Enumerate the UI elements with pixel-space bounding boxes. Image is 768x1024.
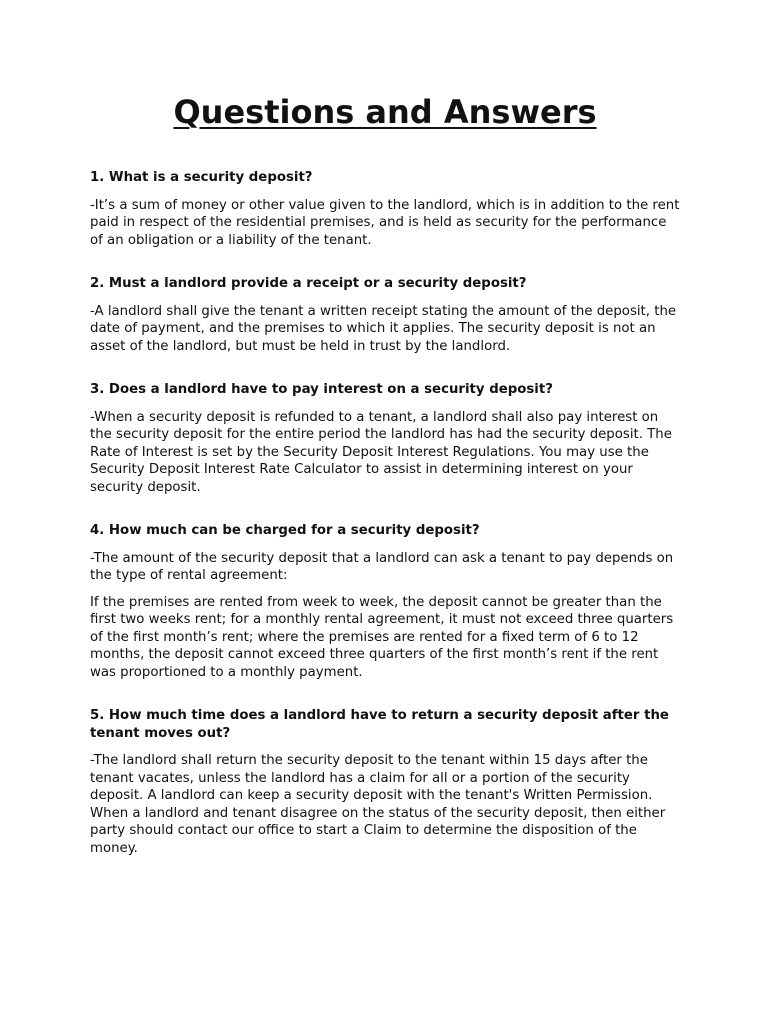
document-title: Questions and Answers: [173, 93, 597, 131]
question-3: 3. Does a landlord have to pay interest on a security deposit?: [90, 382, 553, 397]
qa-item-2: [90, 275, 680, 355]
qa-item-3: [90, 381, 680, 496]
qa-item-1: [90, 169, 680, 249]
document-page: [90, 92, 680, 883]
qa-list: [90, 169, 680, 857]
question-4: 4. How much can be charged for a security deposit?: [90, 523, 480, 538]
answer-5: -The landlord shall return the security deposit to the tenant within 15 days after the tenant vacates, unless the landlord has a claim for all or a portion of the security deposit. A landlord can keep a security deposit with the tenant's Written Permission. When a landlord and tenant disagree on the status of the security deposit, then either party should contact our office to start a Claim to determine the disposition of the money.: [90, 753, 666, 856]
answer-4-intro: -The amount of the security deposit that a landlord can ask a tenant to pay depends on the type of rental agreement:: [90, 550, 674, 583]
answer-2: -A landlord shall give the tenant a written receipt stating the amount of the deposit, the date of payment, and the premises to which it applies. The security deposit is not an asset of the landlord, but must be held in trust by the landlord.: [90, 303, 677, 354]
qa-item-5: [90, 707, 680, 857]
question-5: 5. How much time does a landlord have to return a security deposit after the tenant moves out?: [90, 708, 669, 741]
answer-1: -It’s a sum of money or other value given to the landlord, which is in addition to the rent paid in respect of the residential premises, and is held as security for the performance of an obligation or a liability of the tenant.: [90, 197, 680, 248]
answer-4-detail: If the premises are rented from week to week, the deposit cannot be greater than the first two weeks rent; for a monthly rental agreement, it must not exceed three quarters of the first month’s rent; where the premises are rented for a fixed term of 6 to 12 months, the deposit cannot exceed three quarters of the first month’s rent if the rent was proportioned to a monthly payment.: [90, 594, 674, 680]
qa-item-4: [90, 522, 680, 681]
question-2: 2. Must a landlord provide a receipt or a security deposit?: [90, 276, 527, 291]
question-1: 1. What is a security deposit?: [90, 170, 313, 185]
answer-3: -When a security deposit is refunded to a tenant, a landlord shall also pay interest on the security deposit for the entire period the landlord has had the security deposit. The Rate of Interest is set by the Security Deposit Interest Regulations. You may use the Security Deposit Interest Rate Calculator to assist in determining interest on your security deposit.: [90, 409, 672, 495]
